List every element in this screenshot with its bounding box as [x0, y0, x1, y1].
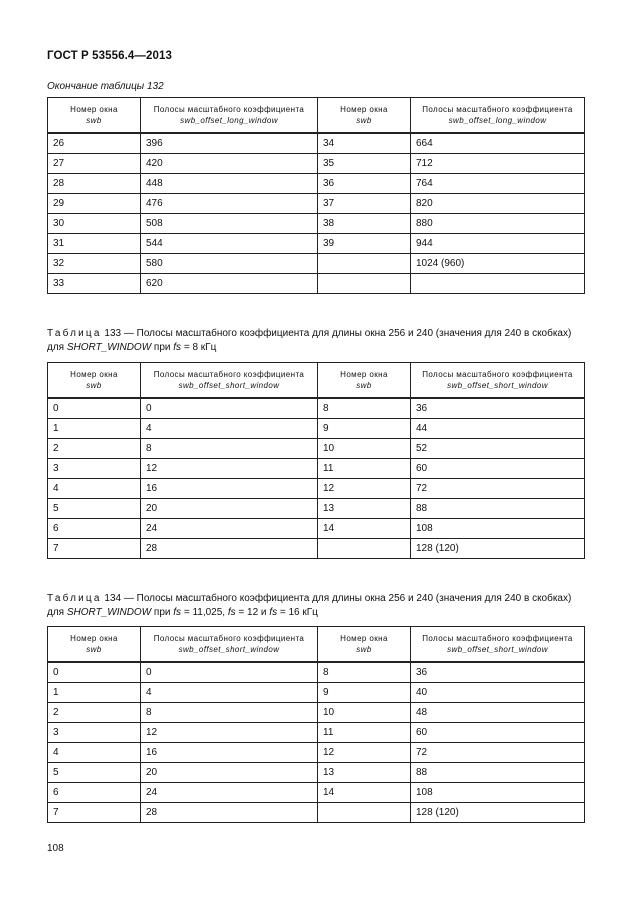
table-cell: 6	[48, 519, 141, 539]
table-cell: 11	[318, 723, 411, 743]
table-cell: 2	[48, 439, 141, 459]
table-cell: 508	[141, 214, 318, 234]
table-cell: 0	[141, 662, 318, 683]
table-cell: 0	[48, 662, 141, 683]
table-cell: 12	[141, 459, 318, 479]
table-cell: 944	[411, 234, 585, 254]
table-row	[48, 683, 585, 703]
table-133	[47, 362, 585, 559]
table-row	[48, 154, 585, 174]
table-cell: 4	[141, 419, 318, 439]
table-header-row	[48, 98, 585, 134]
table-cell: 36	[411, 398, 585, 419]
table-134	[47, 626, 585, 823]
table-cell: 72	[411, 479, 585, 499]
column-header: Полосы масштабного коэффициента swb_offset_short_window	[141, 627, 318, 663]
document-header: ГОСТ Р 53556.4—2013	[47, 50, 172, 62]
table-row	[48, 439, 585, 459]
table-cell: 108	[411, 519, 585, 539]
table-cell: 10	[318, 439, 411, 459]
table-cell: 764	[411, 174, 585, 194]
table-cell: 420	[141, 154, 318, 174]
table-cell: 10	[318, 703, 411, 723]
table-row	[48, 398, 585, 419]
table-cell: 664	[411, 133, 585, 154]
table-132-caption: Окончание таблицы 132	[47, 81, 164, 92]
column-header: Номер окна swb	[48, 363, 141, 399]
table-cell: 7	[48, 803, 141, 823]
table-row	[48, 519, 585, 539]
table-cell: 48	[411, 703, 585, 723]
table-cell: 35	[318, 154, 411, 174]
column-header: Полосы масштабного коэффициента swb_offset_long_window	[411, 98, 585, 134]
table-cell: 108	[411, 783, 585, 803]
table-cell	[411, 274, 585, 294]
table-cell: 9	[318, 419, 411, 439]
table-row	[48, 254, 585, 274]
table-cell: 13	[318, 499, 411, 519]
column-header: Номер окна swb	[318, 363, 411, 399]
table-row	[48, 723, 585, 743]
table-cell: 88	[411, 499, 585, 519]
table-cell: 29	[48, 194, 141, 214]
table-row	[48, 194, 585, 214]
table-cell: 27	[48, 154, 141, 174]
column-header: Номер окна swb	[318, 627, 411, 663]
table-cell: 24	[141, 783, 318, 803]
column-header: Полосы масштабного коэффициента swb_offset_short_window	[411, 363, 585, 399]
table-cell: 36	[318, 174, 411, 194]
table-row	[48, 459, 585, 479]
table-cell: 26	[48, 133, 141, 154]
column-header: Номер окна swb	[48, 627, 141, 663]
table-row	[48, 479, 585, 499]
table-cell: 13	[318, 763, 411, 783]
table-cell: 11	[318, 459, 411, 479]
table-cell: 20	[141, 499, 318, 519]
table-cell: 36	[411, 662, 585, 683]
table-cell: 2	[48, 703, 141, 723]
table-cell: 30	[48, 214, 141, 234]
table-cell: 20	[141, 763, 318, 783]
table-cell: 9	[318, 683, 411, 703]
table-row	[48, 763, 585, 783]
table-cell	[318, 274, 411, 294]
table-row	[48, 174, 585, 194]
table-cell: 28	[48, 174, 141, 194]
table-row	[48, 133, 585, 154]
table-cell: 3	[48, 723, 141, 743]
table-cell: 32	[48, 254, 141, 274]
table-row	[48, 743, 585, 763]
table-cell: 31	[48, 234, 141, 254]
table-row	[48, 234, 585, 254]
table-cell: 44	[411, 419, 585, 439]
table-cell: 0	[141, 398, 318, 419]
table-cell: 12	[318, 479, 411, 499]
table-cell: 1	[48, 419, 141, 439]
table-cell: 37	[318, 194, 411, 214]
table-cell: 38	[318, 214, 411, 234]
table-row	[48, 419, 585, 439]
table-cell: 476	[141, 194, 318, 214]
table-cell: 60	[411, 723, 585, 743]
table-row	[48, 499, 585, 519]
table-cell: 14	[318, 519, 411, 539]
table-row	[48, 662, 585, 683]
column-header: Полосы масштабного коэффициента swb_offset_long_window	[141, 98, 318, 134]
table-cell: 5	[48, 499, 141, 519]
table-cell: 128 (120)	[411, 539, 585, 559]
table-cell	[318, 539, 411, 559]
table-cell: 5	[48, 763, 141, 783]
table-134-caption: Таблица 134 — Полосы масштабного коэффициента для длины окна 256 и 240 (значения для 240 в скобках) для SHORT_WINDOW при fs = 11,025, fs = 12 и fs = 16 кГц	[47, 593, 572, 618]
table-row	[48, 783, 585, 803]
table-cell: 544	[141, 234, 318, 254]
table-cell: 712	[411, 154, 585, 174]
table-cell: 128 (120)	[411, 803, 585, 823]
table-cell: 1024 (960)	[411, 254, 585, 274]
table-cell: 4	[48, 743, 141, 763]
table-cell	[318, 254, 411, 274]
table-cell: 72	[411, 743, 585, 763]
page-number: 108	[47, 843, 64, 854]
table-cell: 16	[141, 479, 318, 499]
table-header-row	[48, 363, 585, 399]
table-cell: 28	[141, 803, 318, 823]
table-cell: 820	[411, 194, 585, 214]
table-cell: 34	[318, 133, 411, 154]
table-cell: 1	[48, 683, 141, 703]
table-cell: 24	[141, 519, 318, 539]
table-cell: 88	[411, 763, 585, 783]
table-cell: 16	[141, 743, 318, 763]
table-cell: 12	[318, 743, 411, 763]
table-row	[48, 539, 585, 559]
table-cell: 39	[318, 234, 411, 254]
table-row	[48, 803, 585, 823]
table-cell: 620	[141, 274, 318, 294]
table-cell: 580	[141, 254, 318, 274]
table-cell: 4	[48, 479, 141, 499]
table-cell: 40	[411, 683, 585, 703]
table-cell: 396	[141, 133, 318, 154]
table-133-caption: Таблица 133 — Полосы масштабного коэффициента для длины окна 256 и 240 (значения для 240 в скобках) для SHORT_WINDOW при fs = 8 кГц	[47, 328, 572, 353]
table-cell: 8	[141, 439, 318, 459]
table-cell: 880	[411, 214, 585, 234]
column-header: Полосы масштабного коэффициента swb_offset_short_window	[411, 627, 585, 663]
table-cell	[318, 803, 411, 823]
table-cell: 8	[141, 703, 318, 723]
table-132	[47, 97, 585, 294]
table-cell: 28	[141, 539, 318, 559]
table-cell: 0	[48, 398, 141, 419]
table-cell: 14	[318, 783, 411, 803]
column-header: Полосы масштабного коэффициента swb_offset_short_window	[141, 363, 318, 399]
table-cell: 7	[48, 539, 141, 559]
table-cell: 12	[141, 723, 318, 743]
table-cell: 4	[141, 683, 318, 703]
table-cell: 8	[318, 398, 411, 419]
table-row	[48, 274, 585, 294]
column-header: Номер окна swb	[48, 98, 141, 134]
table-cell: 448	[141, 174, 318, 194]
column-header: Номер окна swb	[318, 98, 411, 134]
table-cell: 33	[48, 274, 141, 294]
table-cell: 3	[48, 459, 141, 479]
table-cell: 60	[411, 459, 585, 479]
table-cell: 8	[318, 662, 411, 683]
table-cell: 52	[411, 439, 585, 459]
table-row	[48, 703, 585, 723]
table-row	[48, 214, 585, 234]
table-header-row	[48, 627, 585, 663]
table-cell: 6	[48, 783, 141, 803]
